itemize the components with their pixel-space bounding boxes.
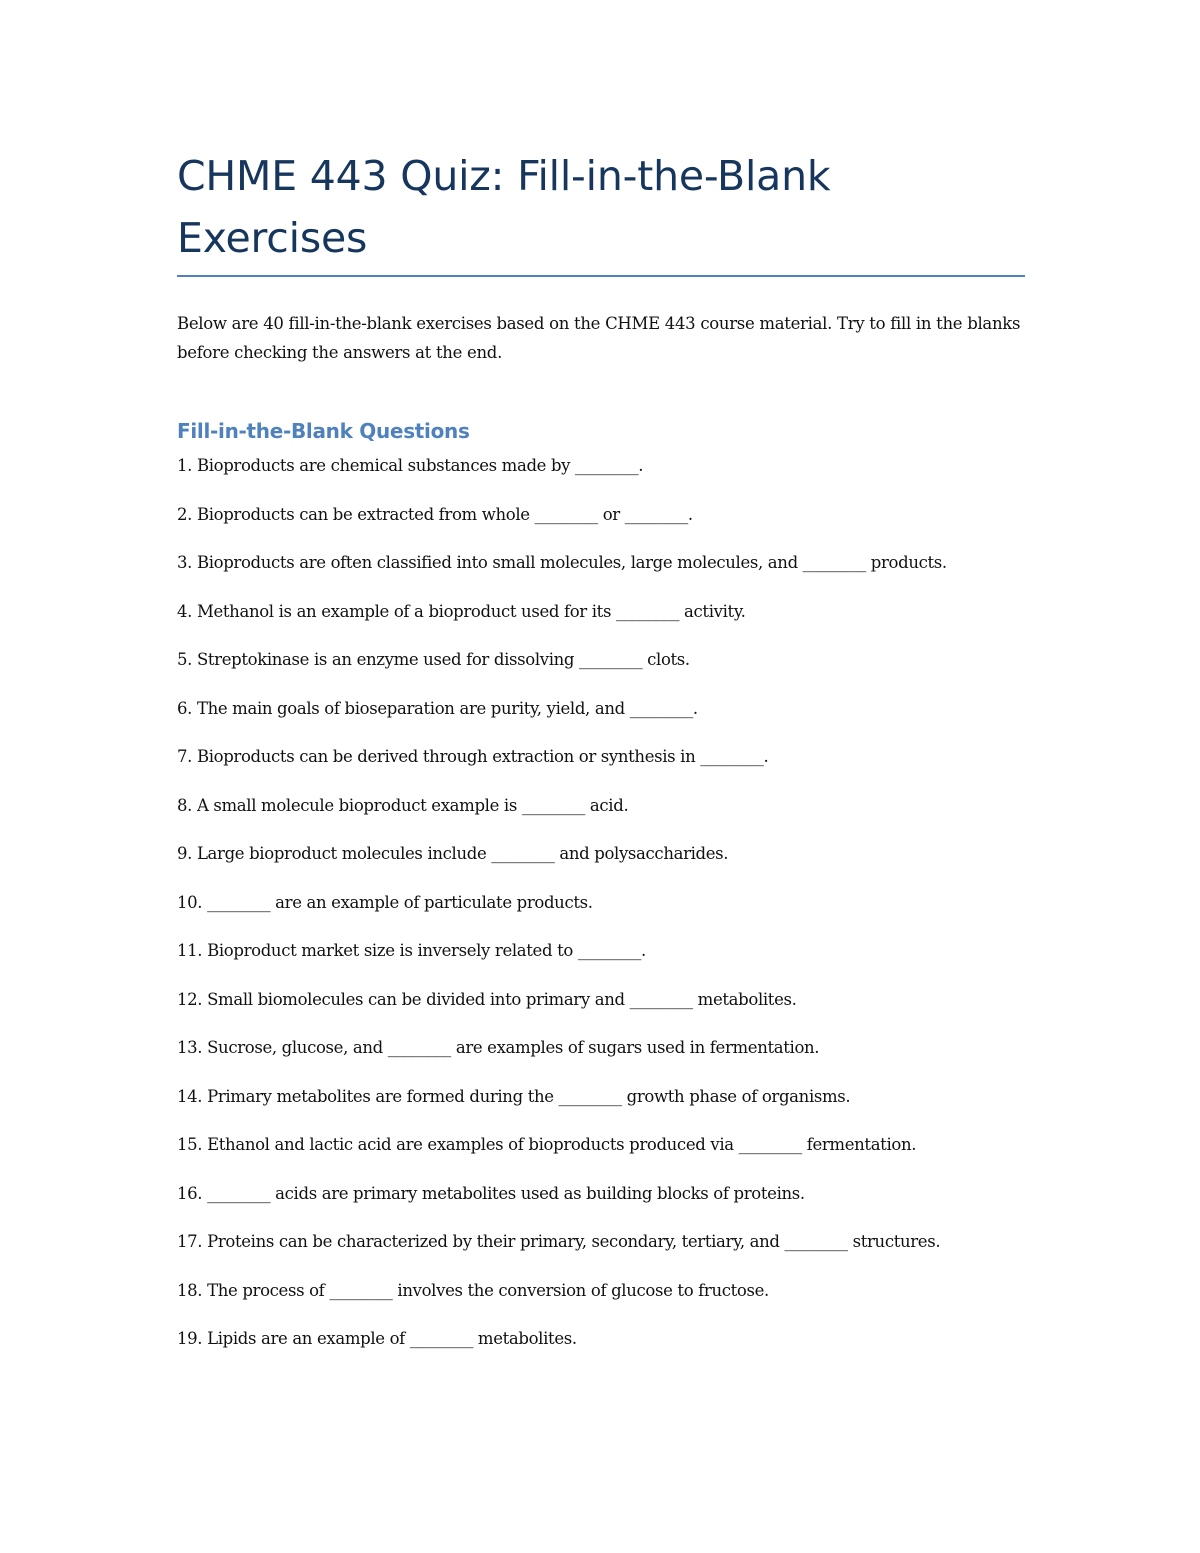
question-item: 7. Bioproducts can be derived through extraction or synthesis in ________. (177, 747, 769, 766)
question-item: 10. ________ are an example of particulate products. (177, 892, 593, 912)
question-item: 17. Proteins can be characterized by their primary, secondary, tertiary, and ________ structures. (177, 1232, 941, 1251)
question-item: 1. Bioproducts are chemical substances made by ________. (177, 456, 644, 475)
intro-paragraph: Below are 40 fill-in-the-blank exercises based on the CHME 443 course material. Try to fill in the blanks before checking the answers at the end. (177, 314, 1021, 362)
question-list (177, 451, 1025, 1353)
question-item: 19. Lipids are an example of ________ metabolites. (177, 1329, 577, 1348)
document-page (177, 145, 1025, 1373)
question-item: 11. Bioproduct market size is inversely related to ________. (177, 941, 646, 960)
section-heading: Fill-in-the-Blank Questions (177, 419, 470, 443)
title-divider (177, 275, 1025, 277)
question-item: 2. Bioproducts can be extracted from whole ________ or ________. (177, 504, 693, 524)
question-item: 14. Primary metabolites are formed during the ________ growth phase of organisms. (177, 1086, 851, 1106)
page-title: CHME 443 Quiz: Fill-in-the-Blank Exercises (177, 152, 831, 262)
question-item: 6. The main goals of bioseparation are purity, yield, and ________. (177, 698, 698, 718)
question-item: 4. Methanol is an example of a bioproduct used for its ________ activity. (177, 601, 746, 621)
question-item: 16. ________ acids are primary metabolites used as building blocks of proteins. (177, 1183, 805, 1203)
question-item: 18. The process of ________ involves the conversion of glucose to fructose. (177, 1280, 769, 1300)
question-item: 9. Large bioproduct molecules include ________ and polysaccharides. (177, 844, 729, 863)
question-item: 3. Bioproducts are often classified into small molecules, large molecules, and ________ products. (177, 553, 947, 572)
question-item: 15. Ethanol and lactic acid are examples of bioproducts produced via ________ fermentation. (177, 1135, 917, 1154)
question-item: 13. Sucrose, glucose, and ________ are examples of sugars used in fermentation. (177, 1038, 820, 1057)
question-item: 12. Small biomolecules can be divided into primary and ________ metabolites. (177, 989, 797, 1009)
question-item: 5. Streptokinase is an enzyme used for dissolving ________ clots. (177, 650, 690, 669)
question-item: 8. A small molecule bioproduct example is ________ acid. (177, 795, 629, 815)
